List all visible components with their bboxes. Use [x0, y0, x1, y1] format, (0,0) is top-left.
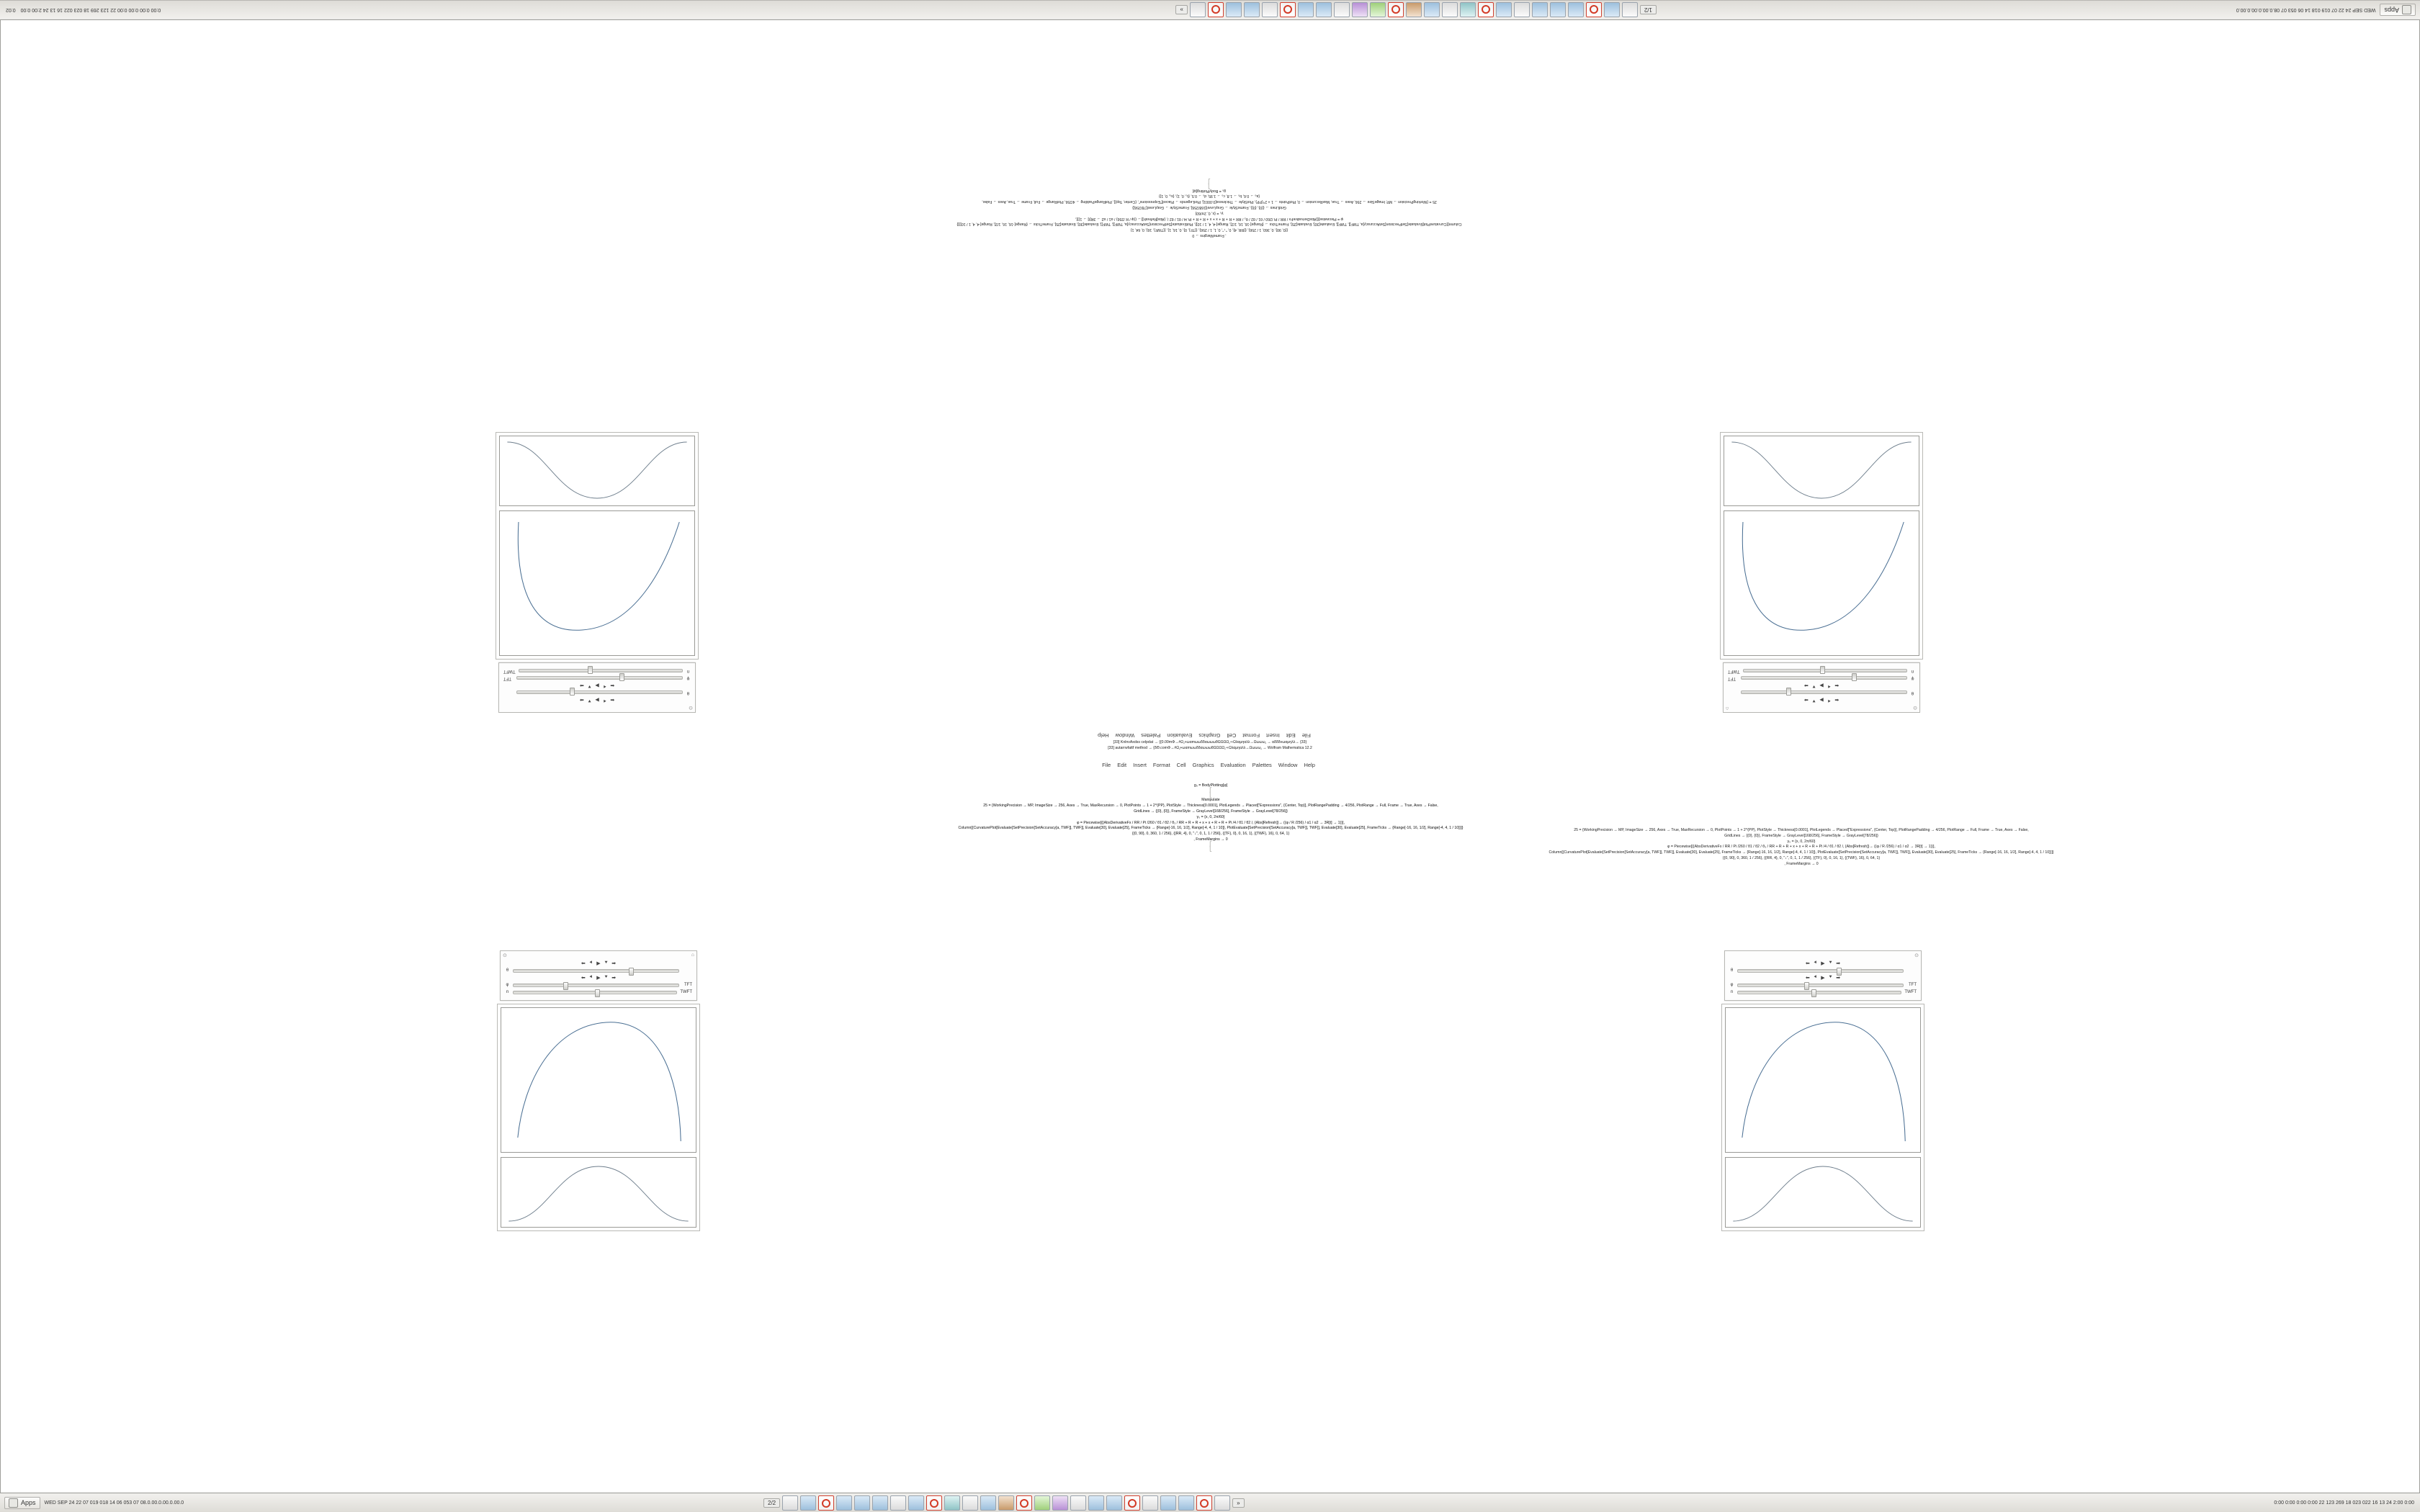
notebook-lower	[1, 740, 2419, 1493]
taskbar-item-mathematica[interactable]	[872, 1495, 888, 1511]
anim-fwd-icon-8[interactable]: ➡	[1836, 976, 1841, 981]
plot-bell-4[interactable]	[1725, 1157, 1921, 1228]
slider-row-4c[interactable]	[1725, 989, 1921, 996]
code-line-m3: Column[{CurvaturePlot[Evaluate[SetPrecision[SetAccuracy[a, TWF]], TWF]], Evaluate[30], Evaluate[25], FrameTicks → {Range[-16, 16, 1/2], Range[-4, 4, 1 / 10]}, PlotEvaluate[SetPrecision[SetAccuracy[a, TWF]], TWF]], Evaluate[30], Evaluate[25], FrameTicks → {Range[-16, 16, 1/2], Range[-4, 4, 1 / 10]}]}	[956, 222, 1462, 227]
slider-row-2a[interactable]	[499, 689, 695, 696]
taskbar-item-recording[interactable]	[1586, 3, 1602, 18]
graphics-frame-3[interactable]	[497, 1004, 700, 1231]
taskbar-item-terminal2[interactable]	[1160, 1495, 1176, 1511]
slider-value-n-4: TWFT	[1904, 990, 1917, 994]
taskbar-item-mail[interactable]	[1496, 3, 1512, 18]
slider-track-theta-3[interactable]	[513, 969, 679, 973]
clock-top: WED SEP 24 22 07 019 018 14 06 053 07 08.0.00.0.00.0.00.0	[2236, 7, 2376, 13]
cell-bracket-1[interactable]: ⎡ ⎣	[1209, 788, 1212, 798]
slider-row-3b[interactable]	[501, 981, 696, 989]
taskbar-item-recording3[interactable]	[1016, 1495, 1032, 1511]
taskbar-item-recording4[interactable]	[1280, 3, 1296, 18]
mathematica-window	[0, 19, 2420, 1493]
taskbar-item-chat[interactable]	[1052, 1495, 1068, 1511]
anim-stepfwd-icon-3[interactable]: ⯆	[587, 698, 592, 703]
menu-file-2[interactable]: File	[1102, 762, 1111, 768]
animation-controls-4a[interactable]	[1725, 960, 1921, 967]
clock-bottom: WED SEP 24 22 07 019 018 14 06 053 07 08.0.00.0.00.0.00.0	[44, 1500, 184, 1506]
slider-value-phi-1: TFT	[1728, 676, 1736, 680]
slider-track-n-3[interactable]	[513, 991, 677, 994]
taskbar-item-recording2[interactable]	[926, 1495, 942, 1511]
anim-play-icon-8[interactable]: ▶	[1821, 976, 1825, 981]
top-panel	[0, 0, 2420, 19]
taskbar-item-viewer[interactable]	[1178, 1495, 1194, 1511]
code-line-m1: , FrameMargins → 0	[1192, 233, 1227, 238]
menu-format-2[interactable]: Format	[1152, 762, 1170, 768]
apps-menu-label: Apps	[2384, 6, 2399, 14]
anim-back-icon-3[interactable]: ⬅	[610, 697, 615, 702]
anim-stepback-icon-5[interactable]: ⯇	[588, 960, 593, 966]
slider-label-n-3: n	[506, 990, 509, 994]
plot-teardrop-1[interactable]	[1724, 510, 1919, 656]
taskbar-item-archive[interactable]	[1142, 1495, 1158, 1511]
anim-stepback-icon-3[interactable]: ⯇	[602, 698, 607, 703]
anim-stepback-icon-6[interactable]: ⯇	[588, 975, 593, 980]
cell-bracket-mirror[interactable]: ⎤ ⎦	[1208, 178, 1211, 188]
workspace-pager-top[interactable]: 1/2	[1640, 6, 1657, 15]
taskbar-item-viewer[interactable]	[1226, 3, 1242, 18]
menu-help[interactable]: Help	[1098, 732, 1109, 739]
taskbar-item-calc[interactable]	[962, 1495, 978, 1511]
code-line-1: g₀ = BodyPlotting[φ]	[1193, 783, 1228, 788]
anim-stepfwd-icon[interactable]: ⯆	[1811, 698, 1816, 703]
plot-bell-svg-2	[500, 436, 694, 505]
taskbar-item-document[interactable]	[890, 1495, 906, 1511]
taskbar-overflow-bottom[interactable]: »	[1232, 1498, 1244, 1508]
slider-value-n-2: TWFT	[503, 669, 516, 673]
taskbar-item-files[interactable]	[800, 1495, 816, 1511]
anim-fwd-icon-2[interactable]: ➡	[1803, 683, 1809, 688]
cell-bracket-2[interactable]: ⎡ ⎣	[1209, 842, 1212, 852]
taskbar-item-tools[interactable]	[1190, 3, 1206, 18]
slider-track-phi-3[interactable]	[513, 984, 679, 987]
plot-teardrop-2[interactable]	[499, 510, 695, 656]
cell-group-3	[498, 950, 699, 1231]
menu-palettes-2[interactable]: Palettes	[1252, 762, 1272, 768]
workspace-pager-bottom[interactable]: 2/2	[763, 1498, 780, 1508]
menu-edit[interactable]: Edit	[1286, 732, 1296, 739]
slider-label-n-2: n	[686, 669, 690, 673]
system-status-bottom: 0:00 0:00 0:00 0:00 22 123 269 18 023 022 16 13 24 2:00 0:00	[2274, 1500, 2414, 1506]
taskbar-item-settings[interactable]	[1070, 1495, 1086, 1511]
slider-track-phi-4[interactable]	[1737, 984, 1904, 987]
anim-back-icon-2[interactable]: ⬅	[1834, 683, 1839, 688]
animation-controls-3a[interactable]	[501, 960, 696, 967]
center-code-block[interactable]	[1, 740, 2419, 752]
slider-track-n-2[interactable]	[519, 670, 683, 673]
slider-value-phi-2: TFT	[503, 676, 511, 680]
anim-back-icon-6[interactable]: ⬅	[581, 976, 586, 981]
menu-insert[interactable]: Insert	[1266, 732, 1280, 739]
slider-value-phi-4: TFT	[1909, 983, 1917, 987]
taskbar-item-files[interactable]	[1604, 3, 1620, 18]
code-line-m7: 25 = {WorkingPrecision → MP, ImageSize → 256, Axes → True, MaxRecursion → 0, PlotPoints → 1 + 2^(PP), PlotStyle → Thickness[0.0001], PlotLegends → Placed["Expressions", {Center, Top}], PlotRangePadding → 4/256, PlotRange → Full, Frame → True, Axes → False,	[982, 199, 1437, 204]
slider-label-theta-3: θ	[506, 968, 509, 973]
slider-row-1a[interactable]	[1724, 689, 1919, 696]
code-line-m6: GridLines → {{0}, {0}}, FrameStyle → GrayLevel[168/256], FrameStyle → GrayLevel[78/256]}	[1132, 205, 1286, 210]
anim-play-icon-2[interactable]: ▶	[1819, 683, 1824, 688]
slider-track-phi-1[interactable]	[1741, 677, 1907, 680]
plot-teardrop-svg-1	[1724, 511, 1919, 655]
taskbar-item-settings[interactable]	[1334, 3, 1350, 18]
anim-fwd-icon-6[interactable]: ➡	[611, 976, 617, 981]
code-block-mirror[interactable]	[129, 178, 2290, 238]
graphics-frame-4[interactable]	[1721, 1004, 1924, 1231]
taskbar-item-terminal2[interactable]	[1244, 3, 1260, 18]
taskbar-item-media[interactable]	[1406, 3, 1422, 18]
slider-value-phi-3: TFT	[684, 983, 692, 987]
anim-stepfwd-icon-6[interactable]: ⯆	[604, 975, 609, 980]
taskbar-item-recording2[interactable]	[1478, 3, 1494, 18]
notebook-upper-mirror	[1, 20, 2419, 756]
notebook-body[interactable]	[1, 20, 2419, 1493]
animation-controls-4b[interactable]	[1725, 974, 1921, 981]
taskbar-item-notes[interactable]	[1424, 3, 1440, 18]
menu-graphics[interactable]: Graphics	[1198, 732, 1221, 739]
anim-stepback-icon-7[interactable]: ⯇	[1813, 960, 1818, 966]
plot-bell-2[interactable]	[499, 436, 695, 506]
menu-help-2[interactable]: Help	[1304, 762, 1315, 768]
taskbar-item-plot[interactable]	[1370, 3, 1386, 18]
slider-row-4b[interactable]	[1725, 981, 1921, 989]
taskbar-item-image[interactable]	[1460, 3, 1476, 18]
menu-window[interactable]: Window	[1115, 732, 1135, 739]
slider-row-1b[interactable]	[1724, 675, 1919, 682]
manipulate-panel-2[interactable]	[498, 662, 696, 713]
anim-stepfwd-icon-4[interactable]: ⯆	[587, 683, 592, 688]
slider-row-2b[interactable]	[499, 675, 695, 682]
anim-stepfwd-icon-2[interactable]: ⯆	[1811, 683, 1816, 688]
slider-track-theta-4[interactable]	[1737, 969, 1904, 973]
center-code-line-1: [33] KnlnvAxdss celpdat → {{0.00mΦ→#Ω⁁+ωαmωωδδαωωωθΩΩΩΩ⁁⇒Ωλαμηαλλ→Ωωωω⁁ → αδδδνωαμηλλ→ {33}	[1113, 740, 1307, 744]
taskbar-item-recording4[interactable]	[1124, 1495, 1140, 1511]
anim-stepfwd-icon-7[interactable]: ⯆	[1828, 960, 1833, 966]
anim-play-icon-5[interactable]: ▶	[596, 961, 601, 966]
anim-stepback-icon-4[interactable]: ⯇	[602, 683, 607, 688]
menu-cell[interactable]: Cell	[1227, 732, 1237, 739]
system-status-top: 0:00 0:00 0:00 0:00 22 123 269 18 023 022 16 13 24 2:00 0:00	[20, 7, 161, 13]
slider-track-theta-2[interactable]	[516, 691, 683, 695]
menu-format[interactable]: Format	[1242, 732, 1260, 739]
menubar[interactable]	[951, 760, 1466, 770]
taskbar-item-recording5[interactable]	[1208, 3, 1224, 18]
plot-bell-1[interactable]	[1724, 436, 1919, 506]
plot-bell-3[interactable]	[501, 1157, 696, 1228]
taskbar-item-editor[interactable]	[1550, 3, 1566, 18]
taskbar-item-recording5[interactable]	[1196, 1495, 1212, 1511]
menu-insert-2[interactable]: Insert	[1133, 762, 1147, 768]
plot-bell-svg-1	[1724, 436, 1919, 505]
menu-cell-2[interactable]: Cell	[1176, 762, 1186, 768]
panel-right-group	[0, 8, 161, 13]
taskbar-item-chat[interactable]	[1352, 3, 1368, 18]
code-line-8: {{0, 90}, 0, 360, 1 / 256}, {{RR, 4}, 0, "↓", 0, 1, 1 / 256}, {{TF}, 0}, 0, 16, 1}, {{TWF}, 16}, 0, 64, 1}	[1131, 832, 1290, 837]
menubar-mirror[interactable]	[947, 731, 1461, 740]
right-code-line-7: , FrameMargins → 0	[1784, 861, 1819, 866]
panel-right-group-bottom	[2274, 1500, 2420, 1506]
anim-back-icon-8[interactable]: ⬅	[1805, 976, 1810, 981]
slider-row-3c[interactable]	[501, 989, 696, 996]
taskbar-bottom	[763, 1495, 1245, 1511]
anim-stepfwd-icon-8[interactable]: ⯆	[1828, 975, 1833, 980]
slider-row-1c[interactable]	[1724, 667, 1919, 675]
menu-file[interactable]: File	[1301, 732, 1311, 739]
anim-play-icon-3[interactable]: ▶	[595, 697, 599, 702]
plot-teardrop-4[interactable]	[1725, 1007, 1921, 1153]
menu-evaluation[interactable]: Evaluation	[1167, 732, 1193, 739]
menu-evaluation-2[interactable]: Evaluation	[1220, 762, 1246, 768]
slider-label-n-4: n	[1730, 990, 1734, 994]
right-code-line-4: φ = Piecewise[{{AbsDerivativeFx / RR / Pi /260 / θ1 / θ2 / θ₃ / RR + R + R + x + x + R + R + Pi /4 / θ1 / θ2 /, {Abs[Refresh]}→ ((φ / R /256) / α1 / α2 → 3R[t] → 1}}],	[1667, 845, 1935, 850]
right-code-line-2: GridLines → {{0}, {0}}, FrameStyle → GrayLevel[168/256], FrameStyle → GrayLevel[78/256]}	[1724, 833, 1878, 838]
menu-palettes[interactable]: Palettes	[1141, 732, 1161, 739]
taskbar-item-notes[interactable]	[980, 1495, 996, 1511]
slider-track-theta-1[interactable]	[1741, 691, 1907, 695]
apps-menu-button-bottom[interactable]	[4, 1497, 40, 1509]
anim-fwd-icon-5[interactable]: ➡	[611, 961, 617, 966]
taskbar-item-terminal[interactable]	[1622, 3, 1638, 18]
taskbar-item-monitor[interactable]	[1106, 1495, 1122, 1511]
code-line-2: Manipulate	[1201, 798, 1220, 803]
apps-grid-icon-bottom	[9, 1498, 18, 1508]
code-line-4: GridLines → {{0}, {0}}, FrameStyle → GrayLevel[168/256], FrameStyle → GrayLevel[78/256]}	[1134, 809, 1288, 814]
manipulate-panel-3[interactable]	[500, 950, 697, 1001]
anim-back-icon-5[interactable]: ⬅	[581, 961, 586, 966]
anim-stepback-icon[interactable]: ⯇	[1827, 698, 1832, 703]
code-line-3: 25 = {WorkingPrecision → MP, ImageSize → 256, Axes → True, MaxRecursion → 0, PlotPoints → 1 + 2^(PP), PlotStyle → Thickness[0.0001], PlotLegends → Placed["Expressions", {Center, Top}], PlotRangePadding → 4/256, PlotRange → Full, Frame → True, Axes → False,	[983, 804, 1438, 809]
right-code-line-5: Column[{CurvaturePlot[Evaluate[SetPrecision[SetAccuracy[a, TWF]], TWF]], Evaluate[30], Evaluate[25], FrameTicks → {Range[-16, 16, 1/2], Range[-4, 4, 1 / 10]}, PlotEvaluate[SetPrecision[SetAccuracy[a, TWF]], TWF]], Evaluate[30], Evaluate[25], FrameTicks → {Range[-16, 16, 1/2], Range[-4, 4, 1 / 10]}]}	[1549, 850, 2054, 855]
code-line-9: , FrameMargins → 0	[1193, 837, 1228, 842]
slider-row-4a[interactable]	[1725, 967, 1921, 974]
panel-corner-top: 0:02	[6, 7, 16, 13]
cell-group-4	[1722, 950, 1924, 1231]
animation-controls-2b[interactable]	[499, 682, 695, 689]
panel-menu-icon-4[interactable]: ⊙	[1914, 953, 1919, 958]
plot-teardrop-3[interactable]	[501, 1007, 696, 1153]
slider-label-theta-1: θ	[1911, 690, 1914, 695]
anim-fwd-icon-4[interactable]: ➡	[579, 683, 584, 688]
menu-window-2[interactable]: Window	[1278, 762, 1298, 768]
graphics-frame-1[interactable]	[1720, 432, 1923, 660]
taskbar-item-calc[interactable]	[1442, 3, 1458, 18]
slider-row-2c[interactable]	[499, 667, 695, 675]
apps-grid-icon	[2402, 6, 2411, 15]
plot-teardrop-svg-3	[501, 1008, 696, 1152]
menu-edit-2[interactable]: Edit	[1117, 762, 1127, 768]
slider-label-n-1: n	[1911, 669, 1914, 673]
code-line-m9: g₀ = BodyPlotting[φ]	[1192, 188, 1227, 193]
anim-play-icon[interactable]: ▶	[1819, 697, 1824, 702]
anim-play-icon-4[interactable]: ▶	[595, 683, 599, 688]
plot-teardrop-svg-4	[1726, 1008, 1920, 1152]
anim-play-icon-7[interactable]: ▶	[1821, 961, 1825, 966]
right-code-line-1: 25 = {WorkingPrecision → MP, ImageSize → 256, Axes → True, MaxRecursion → 0, PlotPoints → 1 + 2^(PP), PlotStyle → Thickness[0.0001], PlotLegends → Placed["Expressions", {Center, Top}], PlotRangePadding → 4/256, PlotRange → Full, Frame → True, Axes → False,	[1574, 828, 2029, 832]
anim-play-icon-6[interactable]: ▶	[596, 976, 601, 981]
anim-back-icon-4[interactable]: ⬅	[610, 683, 615, 688]
taskbar-item-image[interactable]	[944, 1495, 960, 1511]
code-line-m5: γ₀ = {x, 0, 2π/60}	[1195, 210, 1224, 215]
taskbar-item-media[interactable]	[998, 1495, 1014, 1511]
right-code-line-3: γ₀ = {x, 0, 2π/60}	[1787, 839, 1816, 844]
plot-bell-svg-4	[1726, 1158, 1920, 1227]
taskbar-item-browser[interactable]	[836, 1495, 852, 1511]
code-line-m8: {a₀ → 0.6, b₀ → 1.8, c₀ → 1.95, d₀ → 0.5, {t₀, 0, 1}, {s₀, 0, 1}}	[1158, 194, 1260, 199]
panel-close-icon-3[interactable]: ⌂	[691, 953, 694, 958]
apps-menu-button[interactable]	[2380, 4, 2416, 17]
panel-left-group-bottom	[0, 1497, 184, 1509]
code-block-right[interactable]	[1225, 828, 2378, 868]
slider-track-phi-2[interactable]	[516, 677, 683, 680]
slider-track-n-1[interactable]	[1743, 670, 1907, 673]
anim-stepback-icon-8[interactable]: ⯇	[1813, 975, 1818, 980]
menu-graphics-2[interactable]: Graphics	[1192, 762, 1214, 768]
anim-fwd-icon-7[interactable]: ➡	[1836, 961, 1841, 966]
slider-row-3a[interactable]	[501, 967, 696, 974]
panel-resize-icon-1[interactable]: ⌂	[1726, 706, 1729, 711]
taskbar-item-mail[interactable]	[908, 1495, 924, 1511]
taskbar-item-recording[interactable]	[818, 1495, 834, 1511]
slider-label-theta-4: θ	[1730, 968, 1734, 973]
anim-back-icon[interactable]: ⬅	[1834, 697, 1839, 702]
code-line-7: Column[{CurvaturePlot[Evaluate[SetPrecision[SetAccuracy[a, TWF]], TWF]], Evaluate[30], Evaluate[25], FrameTicks → {Range[-16, 16, 1/2], Range[-4, 4, 1 / 10]}, PlotEvaluate[SetPrecision[SetAccuracy[a, TWF]], TWF]], Evaluate[30], Evaluate[25], FrameTicks → {Range[-16, 16, 1/2], Range[-4, 4, 1 / 10]}]}	[958, 826, 1464, 831]
anim-stepback-icon-2[interactable]: ⯇	[1827, 683, 1832, 688]
taskbar-item-mathematica[interactable]	[1532, 3, 1548, 18]
taskbar	[1175, 3, 1657, 18]
code-line-5: γ₀ = {x, 0, 2π/60}	[1196, 814, 1225, 819]
taskbar-item-terminal[interactable]	[782, 1495, 798, 1511]
taskbar-item-recording3[interactable]	[1388, 3, 1404, 18]
manipulate-panel-1[interactable]	[1723, 662, 1920, 713]
code-line-m4: φ = Piecewise[{{AbsDerivativeFx / RR / Pi /260 / θ1 / θ2 / θ₃ / RR + R + R + x + x + R + R + Pi /4 / θ1 / θ2 /, {Abs[Refresh]}→ ((φ / R /256) / α1 / α2 → 3R[t] → 1}}],	[1075, 216, 1343, 221]
right-code-line-6: {{0, 90}, 0, 360, 1 / 256}, {{RR, 4}, 0, "↓", 0, 1, 1 / 256}, {{TF}, 0}, 0, 16, 1}, {{TWF}, 16}, 0, 64, 1}	[1722, 855, 1881, 860]
manipulate-panel-4[interactable]	[1724, 950, 1922, 1001]
slider-value-n-3: TWFT	[680, 990, 692, 994]
code-line-6: φ = Piecewise[{{AbsDerivativeFx / RR / Pi /260 / θ1 / θ2 / θ₃ / RR + R + R + x + x + R + R + Pi /4 / θ1 / θ2 /, {Abs[Refresh]}→ ((φ / R /256) / α1 / α2 → 3R[t] → 1}}],	[1077, 820, 1345, 825]
animation-controls-3b[interactable]	[501, 974, 696, 981]
graphics-frame-2[interactable]	[496, 432, 699, 660]
slider-label-phi-2: φ	[686, 676, 690, 680]
taskbar-item-tools[interactable]	[1214, 1495, 1230, 1511]
taskbar-item-browser[interactable]	[1568, 3, 1584, 18]
taskbar-items	[1190, 3, 1638, 18]
bottom-panel	[0, 1493, 2420, 1512]
taskbar-item-plot[interactable]	[1034, 1495, 1050, 1511]
taskbar-item-monitor[interactable]	[1298, 3, 1314, 18]
apps-menu-label-bottom: Apps	[21, 1499, 36, 1506]
plot-teardrop-svg-2	[500, 511, 694, 655]
slider-label-theta-2: θ	[686, 690, 690, 695]
taskbar-item-network[interactable]	[1088, 1495, 1104, 1511]
cell-group-1	[1721, 432, 1922, 713]
animation-controls-1a[interactable]	[1724, 696, 1919, 703]
taskbar-item-document[interactable]	[1514, 3, 1530, 18]
animation-controls-2a[interactable]	[499, 696, 695, 703]
taskbar-items-bottom	[782, 1495, 1230, 1511]
slider-track-n-4[interactable]	[1737, 991, 1901, 994]
taskbar-item-archive[interactable]	[1262, 3, 1278, 18]
anim-fwd-icon-3[interactable]: ➡	[579, 697, 584, 702]
slider-label-phi-4: φ	[1730, 983, 1734, 987]
taskbar-item-editor[interactable]	[854, 1495, 870, 1511]
anim-stepfwd-icon-5[interactable]: ⯆	[604, 960, 609, 966]
anim-back-icon-7[interactable]: ⬅	[1805, 961, 1810, 966]
slider-value-n-1: TWFT	[1728, 669, 1740, 673]
code-line-m2: {{0, 90}, 0, 360, 1 / 256}, {{RR, 4}, 0, "↓", 0, 1, 1 / 256}, {{TF}, 0}, 0, 16, 1}, {{TWF}, 16}, 0, 64, 1}	[1130, 228, 1289, 233]
panel-menu-icon-1[interactable]: ⊙	[1913, 705, 1917, 710]
panel-left-group	[2236, 4, 2420, 17]
panel-menu-icon-3[interactable]: ⊙	[503, 953, 507, 958]
taskbar-overflow-top[interactable]: »	[1175, 6, 1187, 15]
animation-controls-1b[interactable]	[1724, 682, 1919, 689]
slider-label-phi-3: φ	[506, 983, 509, 987]
center-code-line-2: [33] autarrwfattf method → {δΘ.comΦ→#Ω⁁+ωαmωωδδαωωωθΩΩΩΩ⁁⇒Ωλαμηαλλ→Ωωωω⁁ → Wolfram Mathematica 12.2	[1108, 745, 1312, 750]
plot-bell-svg-3	[501, 1158, 696, 1227]
taskbar-item-network[interactable]	[1316, 3, 1332, 18]
panel-menu-icon-2[interactable]: ⊙	[689, 705, 693, 710]
slider-label-phi-1: φ	[1911, 676, 1914, 680]
cell-group-2	[496, 432, 698, 713]
anim-fwd-icon[interactable]: ➡	[1803, 697, 1809, 702]
